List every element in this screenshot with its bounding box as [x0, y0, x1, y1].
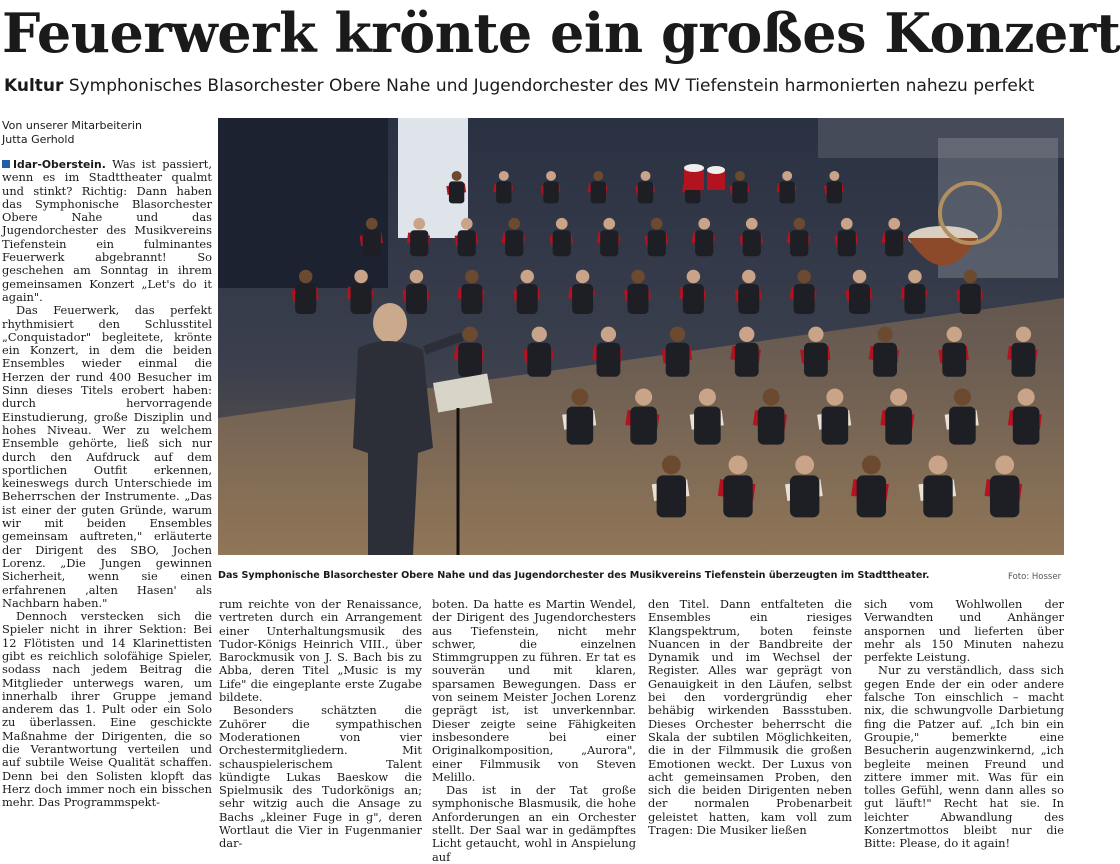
musician-head	[601, 327, 616, 342]
musician-head	[877, 327, 892, 342]
musician-body	[779, 181, 794, 203]
musician-head	[662, 455, 681, 474]
musician-head	[410, 270, 424, 284]
musician-head	[888, 218, 900, 230]
musician-body	[990, 475, 1019, 517]
musician-head	[698, 218, 710, 230]
musician-head	[735, 171, 745, 181]
musician-head	[908, 270, 922, 284]
musician-body	[923, 475, 952, 517]
musician-head	[413, 218, 425, 230]
byline-author: Jutta Gerhold	[2, 133, 75, 146]
musician-head	[739, 327, 754, 342]
musician-head	[841, 218, 853, 230]
musician-body	[732, 181, 747, 203]
musician-head	[826, 389, 843, 406]
paragraph: Nur zu verständlich, dass sich gegen Ende der ein oder andere falsche Ton einschlich – macht nix, die schwungvolle Darbietung fing die Patzer auf. „Ich bin ein Groupie," bemerkte eine Besucherin augenzwinkernd, „ich begleite meinen Freund und zittere immer mit. Was für ein tolles Gefühl, wenn dann alles so gut läuft!" Recht hat sie. In leichter Abwandlung des Konzertmottos bleibt nur die Bitte: Please, do it again!	[864, 663, 1064, 851]
musician-head	[499, 171, 509, 181]
musician-head	[452, 171, 462, 181]
musician-body	[657, 475, 686, 517]
musician-body	[735, 343, 759, 377]
musician-body	[553, 230, 571, 256]
musician-body	[630, 407, 657, 445]
musician-head	[461, 218, 473, 230]
musician-body	[683, 284, 704, 314]
musician-head	[571, 389, 588, 406]
musician-body	[638, 181, 653, 203]
musician-head	[763, 389, 780, 406]
musician-body	[517, 284, 538, 314]
musician-body	[827, 181, 842, 203]
musician-body	[1012, 343, 1036, 377]
musician-body	[543, 181, 558, 203]
musician-body	[351, 284, 372, 314]
musician-head	[1016, 327, 1031, 342]
musician-head	[853, 270, 867, 284]
musician-body	[885, 230, 903, 256]
musician-body	[527, 343, 551, 377]
musician-body	[449, 181, 464, 203]
musician-body	[591, 181, 606, 203]
musician-head	[995, 455, 1014, 474]
musician-body	[758, 407, 785, 445]
musician-head	[462, 327, 477, 342]
musician-head	[635, 389, 652, 406]
musician-body	[904, 284, 925, 314]
musician-head	[964, 270, 978, 284]
musician-head	[742, 270, 756, 284]
photo-credit: Foto: Hosser	[1008, 572, 1062, 582]
musician-body	[822, 407, 849, 445]
musician-body	[857, 475, 886, 517]
musician-body	[648, 230, 666, 256]
photo-caption: Das Symphonische Blasorchester Obere Nahe und das Jugendorchester des Musikvereins Tiefenstein überzeugten im Stadttheater.	[218, 570, 930, 581]
musician-body	[743, 230, 761, 256]
subheadline-text: Symphonisches Blasorchester Obere Nahe und Jugendorchester des MV Tiefenstein harmonierten nahezu perfekt	[68, 76, 1035, 96]
musician-body	[723, 475, 752, 517]
musician-body	[804, 343, 828, 377]
musician-head	[670, 327, 685, 342]
musician-body	[410, 230, 428, 256]
musician-head	[862, 455, 881, 474]
orchestra-photo-illustration	[218, 118, 1064, 555]
musician-head	[520, 270, 534, 284]
paragraph	[2, 158, 212, 304]
musician-body	[695, 230, 713, 256]
paragraph: den Titel. Dann entfalteten die Ensembles ein riesiges Klangspektrum, boten feinste Nuancen in der Bandbreite der Dynamik und im Wechsel der Register. Alles war geprägt von Genauigkeit in den Läufen, selbst bei den vordergründig eher behäbig wirkenden Bassstuben. Dieses Orchester beherrscht die Skala der subtilen Möglichkeiten, die in der Filmmusik die großen Emotionen weckt. Der Luxus von acht gemeinsamen Proben, den sich die beiden Dirigenten neben der normalen Probenarbeit geleistet hatten, kam voll zum Tragen: Die Musiker ließen	[648, 597, 852, 838]
musician-head	[641, 171, 651, 181]
subheadline	[4, 75, 1062, 97]
musician-head	[532, 327, 547, 342]
musician-head	[576, 270, 590, 284]
article-column-3	[432, 597, 636, 864]
byline-role: Von unserer Mitarbeiterin	[2, 119, 142, 132]
musician-head	[603, 218, 615, 230]
musician-body	[505, 230, 523, 256]
musician-body	[960, 284, 981, 314]
musician-head	[556, 218, 568, 230]
musician-head	[947, 327, 962, 342]
orchestra-photo	[218, 118, 1064, 555]
section-square-icon	[2, 160, 10, 168]
musician-body	[406, 284, 427, 314]
musician-head	[508, 218, 520, 230]
musician-head	[699, 389, 716, 406]
section-kicker: Kultur	[4, 76, 64, 96]
musician-body	[572, 284, 593, 314]
article-column-5	[864, 597, 1064, 851]
musician-body	[885, 407, 912, 445]
musician-body	[1013, 407, 1040, 445]
musician-body	[597, 343, 621, 377]
dateline: Idar-Oberstein.	[13, 158, 106, 171]
musician-body	[458, 230, 476, 256]
paragraph: Das ist in der Tat große symphonische Blasmusik, die hohe Anforderungen an ein Orchester stellt. Der Saal war in gedämpftes Licht getaucht, wohl in Anspielung auf	[432, 783, 636, 864]
musician-head	[729, 455, 748, 474]
musician-head	[808, 327, 823, 342]
musician-head	[954, 389, 971, 406]
article-column-4	[648, 598, 852, 846]
musician-body	[295, 284, 316, 314]
musician-head	[593, 171, 603, 181]
paragraph: rum reichte von der Renaissance, vertreten durch ein Arrangement einer Unterhaltungsmusik des Tudor-Königs Heinrich VIII., über Barockmusik von J. S. Bach bis zu Abba, deren Titel „Music is my Life" die eingeplante erste Zugabe bildete.	[219, 597, 422, 705]
musician-head	[651, 218, 663, 230]
musician-body	[458, 343, 482, 377]
musician-body	[363, 230, 381, 256]
musician-body	[738, 284, 759, 314]
musician-body	[694, 407, 721, 445]
musician-body	[942, 343, 966, 377]
musician-body	[849, 284, 870, 314]
musician-body	[838, 230, 856, 256]
musician-head	[366, 218, 378, 230]
paragraph: Das Feuerwerk, das perfekt rhythmisiert den Schlusstitel „Conquistador" begleitete, krönte ein Konzert, in dem die beiden Ensembles wieder einmal die Herzen der rund 400 Besucher im Sinn dieses Titels erobert haben: durch hervorragende Einstudierung, große Disziplin und hohes Niveau. Wer zu welchem Ensemble gehörte, ließ sich nur durch den Aufdruck auf dem sportlichen Outfit erkennen, keineswegs durch Unterschiede im Beherrschen der Instrumente. „Das ist einer der guten Gründe, warum wir mit beiden Ensembles gemeinsam auftreten," erläuterte der Dirigent des SBO, Jochen Lorenz. „Die Jungen gewinnen Sicherheit, wenn sie einen erfahrenen ‚alten Hasen' als Nachbarn haben."	[2, 303, 212, 610]
musician-head	[795, 455, 814, 474]
musician-head	[546, 171, 556, 181]
musician-head	[797, 270, 811, 284]
musician-head	[829, 171, 839, 181]
musician-head	[631, 270, 645, 284]
musician-body	[949, 407, 976, 445]
article-column-2	[219, 597, 422, 851]
musician-head	[687, 270, 701, 284]
musician-head	[465, 270, 479, 284]
musician-head	[782, 171, 792, 181]
musician-head	[890, 389, 907, 406]
musician-body	[794, 284, 815, 314]
musician-body	[790, 230, 808, 256]
paragraph: Dennoch verstecken sich die Spieler nicht in ihrer Sektion: Bei 12 Flötisten und 14 Klarinettisten gibt es reichlich solofähige Spieler, sodass nach jedem Beitrag die Mitglieder unterwegs waren, um innerhalb ihrer Gruppe jemand anderem das 1. Pult oder ein Solo zu überlassen. Eine geschickte Maßnahme der Dirigenten, die so die Verantwortung verteilen und auf subtile Weise Qualität schaffen. Denn bei den Solisten klopft das Herz doch immer noch ein bisschen mehr. Das Programmspekt-	[2, 609, 212, 810]
paragraph-text: Was ist passiert, wenn es im Stadttheater qualmt und stinkt? Richtig: Dann haben das Symphonische Blasorchester Obere Nahe und das Jugendorchester des Musikvereins Tiefenstein ein fulminantes Feuerwerk abgebrannt! So geschehen am Sonntag in ihrem gemeinsamen Konzert „Let's do it again".	[2, 157, 212, 304]
musician-head	[929, 455, 948, 474]
paragraph: Besonders schätzten die Zuhörer die sympathischen Moderationen von vier Orchestermitgliedern. Mit schauspielerischem Talent kündigte Lukas Baeskow die Spielmusik des Tudorkönigs an; sehr witzig auch die Ansage zu Bachs „kleiner Fuge in g", deren Wortlaut die Vier in Fugenmanier dar-	[219, 703, 422, 851]
musician-body	[790, 475, 819, 517]
article-column-1	[2, 158, 212, 846]
musician-head	[354, 270, 368, 284]
paragraph: boten. Da hatte es Martin Wendel, der Dirigent des Jugendorchesters aus Tiefenstein, nicht mehr schwer, die einzelnen Stimmgruppen zu führen. Er tat es souverän und mit klaren, sparsamen Bewegungen. Dass er von seinem Meister Jochen Lorenz geprägt ist, ist unverkennbar. Dieser zeigte seine Fähigkeiten insbesondere bei einer Originalkomposition, „Aurora", einer Filmmusik von Steven Melillo.	[432, 597, 636, 784]
musician-body	[496, 181, 511, 203]
musician-head	[299, 270, 313, 284]
musician-head	[1018, 389, 1035, 406]
headline: Feuerwerk krönte ein großes Konzert	[2, 1, 1120, 65]
musician-body	[461, 284, 482, 314]
musician-body	[628, 284, 649, 314]
musician-body	[873, 343, 897, 377]
musician-body	[600, 230, 618, 256]
musician-body	[567, 407, 594, 445]
musician-body	[666, 343, 690, 377]
musician-head	[746, 218, 758, 230]
musician-head	[793, 218, 805, 230]
paragraph: sich vom Wohlwollen der Verwandten und Anhänger anspornen und lieferten über mehr als 150 Minuten nahezu perfekte Leistung.	[864, 597, 1064, 665]
byline	[2, 119, 212, 147]
